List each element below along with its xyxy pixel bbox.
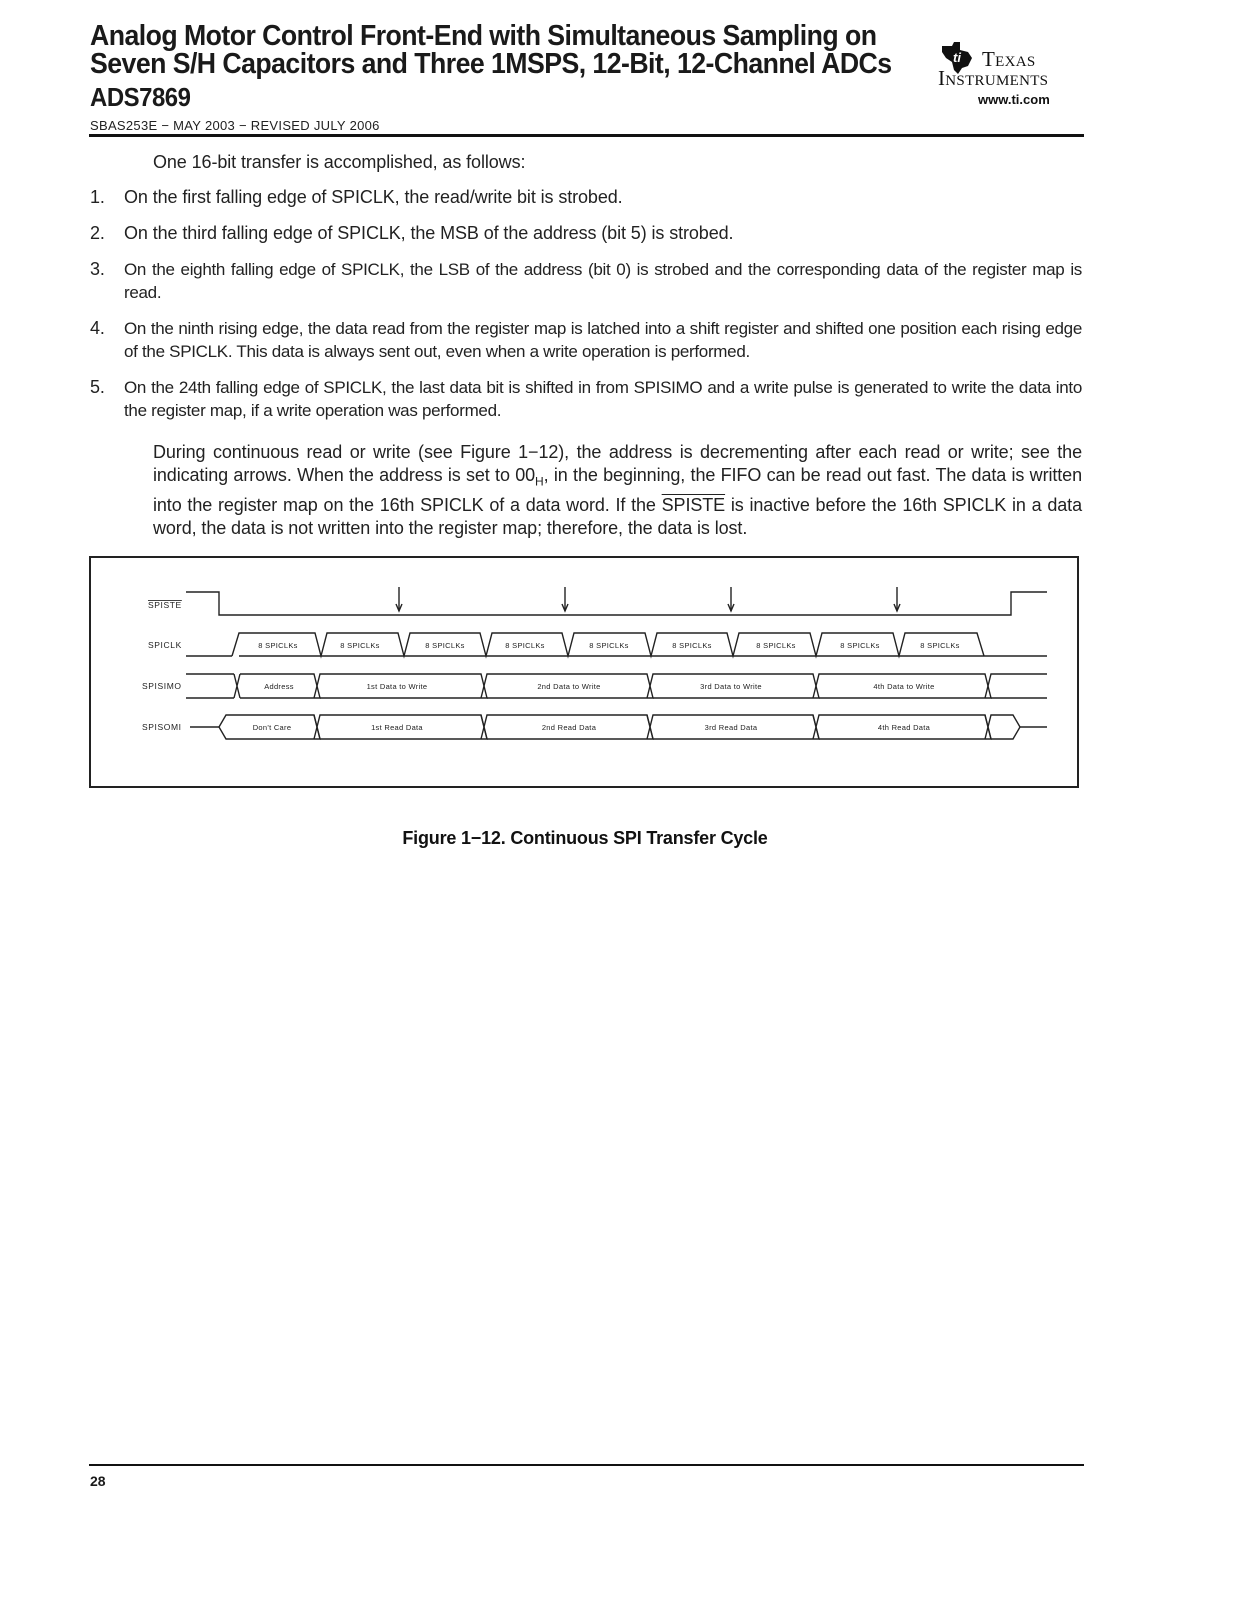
clk-cell-label: 8 SPICLKs [672, 641, 712, 650]
clk-cell-label: 8 SPICLKs [756, 641, 796, 650]
list-text: On the first falling edge of SPICLK, the read/write bit is strobed. [124, 187, 623, 207]
clk-cell-label: 8 SPICLKs [258, 641, 298, 650]
somi-cell-label: Don't Care [252, 723, 292, 732]
somi-cell-label: 1st Read Data [371, 723, 423, 732]
document-id: SBAS253E − MAY 2003 − REVISED JULY 2006 [90, 118, 380, 133]
para-text: , in the beginning, the FIFO can be read out fast. The data is written into the register map on the 16th SPICLK of a data word. If the [153, 465, 1082, 515]
list-text: On the third falling edge of SPICLK, the MSB of the address (bit 5) is strobed. [124, 223, 734, 243]
simo-cell-label: 4th Data to Write [873, 682, 935, 691]
signal-label-spisimo: SPISIMO [142, 681, 182, 691]
list-text: On the eighth falling edge of SPICLK, the LSB of the address (bit 0) is strobed and the corresponding data of the register map is read. [124, 260, 1082, 302]
logo-url[interactable]: www.ti.com [978, 92, 1050, 107]
clk-cell-label: 8 SPICLKs [505, 641, 545, 650]
clk-cell-label: 8 SPICLKs [340, 641, 380, 650]
para-text: is inactive before the 16th SPICLK in a data word, the data is not written into the register map; therefore, the data is lost. [153, 494, 1082, 538]
address-decrement-arrows [396, 587, 900, 611]
list-number: 1. [90, 187, 105, 207]
somi-cell-label: 2nd Read Data [541, 723, 597, 732]
list-number: 3. [90, 259, 105, 279]
signal-label-spiste: SPISTE [148, 600, 182, 610]
intro-paragraph: One 16-bit transfer is accomplished, as follows: [153, 152, 526, 172]
clk-cell-label: 8 SPICLKs [425, 641, 465, 650]
simo-cell-label: 2nd Data to Write [537, 682, 601, 691]
somi-cell-label: 4th Read Data [877, 723, 931, 732]
footer-rule [89, 1464, 1084, 1466]
title-line-1: Analog Motor Control Front-End with Simultaneous Sampling on [90, 20, 877, 52]
para-text: During continuous read or write (see Figure 1−12), the address is decrementing after each read or write; see the indicating arrows. When the address is set to 00 [153, 442, 1082, 485]
simo-cell-label: 3rd Data to Write [700, 682, 762, 691]
title-line-2: Seven S/H Capacitors and Three 1MSPS, 12-Bit, 12-Channel ADCs [90, 48, 892, 80]
simo-cell-label: Address [264, 682, 294, 691]
list-number: 4. [90, 318, 105, 338]
page-number: 28 [90, 1473, 106, 1489]
spiste-overline: SPISTE [661, 494, 726, 515]
clk-cell-label: 8 SPICLKs [589, 641, 629, 650]
logo-line-2: Instruments [938, 66, 1049, 90]
svg-text:ti: ti [953, 50, 961, 65]
list-number: 2. [90, 223, 105, 243]
list-text: On the ninth rising edge, the data read from the register map is latched into a shift register and shifted one position each rising edge of the SPICLK. This data is always sent out, even when a write operation is performed. [124, 319, 1082, 361]
signal-label-spisomi: SPISOMI [142, 722, 182, 732]
logo-line-1: Texas [982, 47, 1036, 71]
part-number: ADS7869 [90, 82, 191, 112]
figure-caption: Figure 1−12. Continuous SPI Transfer Cycle [402, 828, 768, 848]
simo-cell-label: 1st Data to Write [366, 682, 428, 691]
list-text: On the 24th falling edge of SPICLK, the last data bit is shifted in from SPISIMO and a write pulse is generated to write the data into the register map, if a write operation was performed. [124, 378, 1082, 420]
clk-cell-label: 8 SPICLKs [840, 641, 880, 650]
subscript-h: H [535, 474, 544, 489]
clk-cell-label: 8 SPICLKs [920, 641, 960, 650]
signal-label-spiclk: SPICLK [148, 640, 182, 650]
list-number: 5. [90, 377, 105, 397]
spiste-waveform [186, 592, 1047, 615]
somi-cell-label: 3rd Read Data [704, 723, 758, 732]
